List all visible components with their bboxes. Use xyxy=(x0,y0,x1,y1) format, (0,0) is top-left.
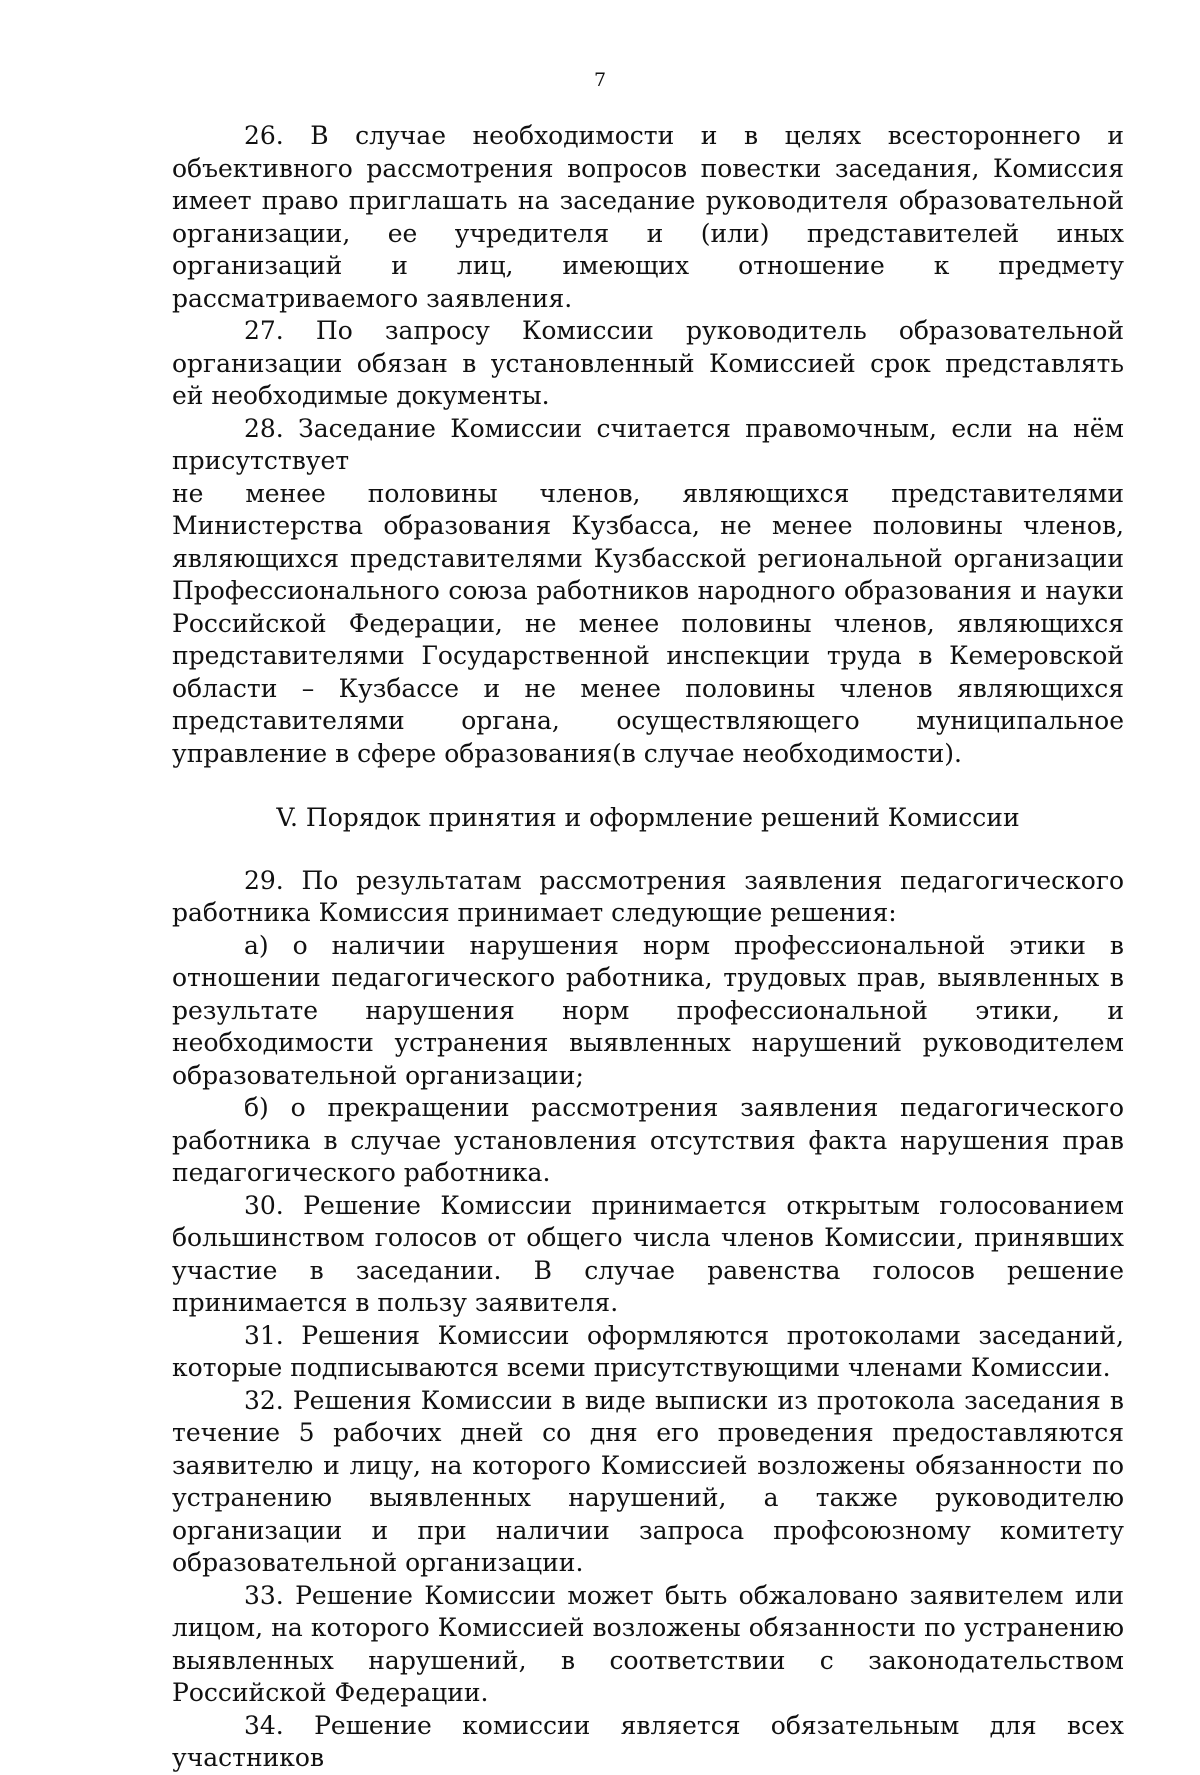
paragraph-26: 26. В случае необходимости и в целях всестороннего и объективного рассмотрения вопросов повестки заседания, Комиссия имеет право приглашать на заседание руководителя образовательной организации, ее учредителя и (или) представителей иных организаций и лиц, имеющих отношение к предмету рассматриваемого заявления. xyxy=(172,121,1124,313)
paragraph-32: 32. Решения Комиссии в виде выписки из протокола заседания в течение 5 рабочих дней со дня его проведения предоставляются заявителю и лицу, на которого Комиссией возложены обязанности по устранению выявленных нарушений, а также руководителю организации и при наличии запроса профсоюзному комитету образовательной организации. xyxy=(172,1385,1124,1577)
paragraph-27: 27. По запросу Комиссии руководитель образовательной организации обязан в установленный Комиссией срок представлять ей необходимые документы. xyxy=(172,316,1124,410)
paragraph-29-a: а) о наличии нарушения норм профессиональной этики в отношении педагогического работника, трудовых прав, выявленных в результате нарушения норм профессиональной этики, и необходимости устранения выявленных нарушений руководителем образовательной организации; xyxy=(172,930,1124,1090)
paragraph-29-b: б) о прекращении рассмотрения заявления педагогического работника в случае установления отсутствия факта нарушения прав педагогического работника. xyxy=(172,1093,1124,1187)
paragraph-28: 28. Заседание Комиссии считается правомочным, если на нём присутствует xyxy=(172,413,1124,475)
document-body xyxy=(172,120,1124,1775)
paragraph-31: 31. Решения Комиссии оформляются протоколами заседаний, которые подписываются всеми присутствующими членами Комиссии. xyxy=(172,1320,1124,1382)
paragraph-33: 33. Решение Комиссии может быть обжаловано заявителем или лицом, на которого Комиссией возложены обязанности по устранению выявленных нарушений, в соответствии с законодательством Российской Федерации. xyxy=(172,1580,1124,1707)
section-heading: V. Порядок принятия и оформление решений Комиссии xyxy=(276,803,1020,832)
paragraph-30: 30. Решение Комиссии принимается открытым голосованием большинством голосов от общего числа членов Комиссии, принявших участие в заседании. В случае равенства голосов решение принимается в пользу заявителя. xyxy=(172,1190,1124,1317)
paragraph-34: 34. Решение комиссии является обязательным для всех участников xyxy=(172,1710,1124,1772)
paragraph-28-continuation: не менее половины членов, являющихся представителями Министерства образования Кузбасса, не менее половины членов, являющихся представителями Кузбасской региональной организации Профессионального союза работников народного образования и науки Российской Федерации, не менее половины членов, являющихся представителями Государственной инспекции труда в Кемеровской области – Кузбассе и не менее половины членов являющихся представителями органа, осуществляющего муниципальное управление в сфере образования(в случае необходимости). xyxy=(172,478,1124,768)
page-number: 7 xyxy=(593,69,607,91)
paragraph-29: 29. По результатам рассмотрения заявления педагогического работника Комиссия принимает следующие решения: xyxy=(172,865,1124,927)
